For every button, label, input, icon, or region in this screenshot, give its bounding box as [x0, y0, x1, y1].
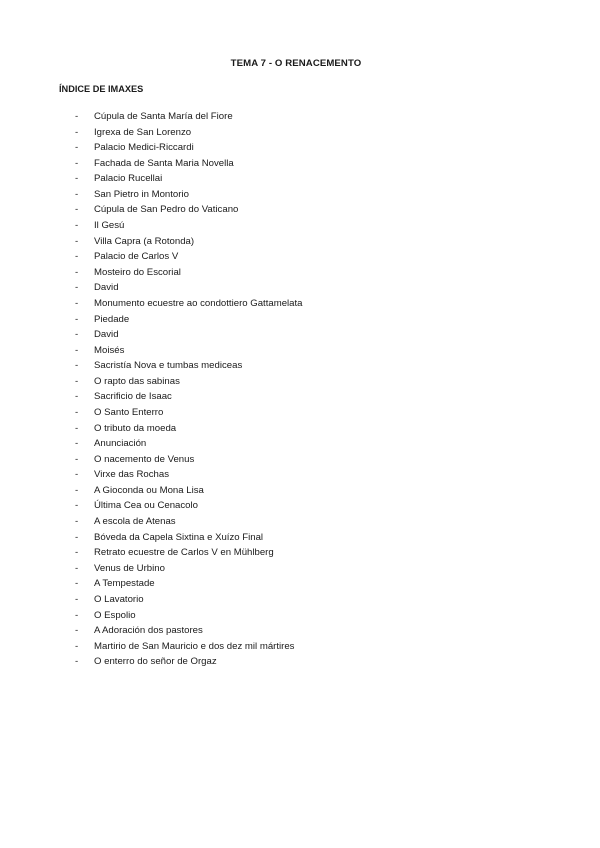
list-item-label: A Tempestade [94, 578, 155, 590]
list-bullet: - [75, 297, 79, 309]
list-item-label: Palacio Medici-Riccardi [94, 142, 194, 154]
list-bullet: - [75, 547, 79, 559]
document-title: TEMA 7 - O RENACEMENTO [230, 58, 362, 69]
list-bullet: - [75, 516, 79, 528]
list-bullet: - [75, 484, 79, 496]
list-bullet: - [75, 562, 79, 574]
list-item-label: A escola de Atenas [94, 516, 176, 528]
list-bullet: - [75, 469, 79, 481]
list-bullet: - [75, 313, 79, 325]
list-bullet: - [75, 173, 79, 185]
list-bullet: - [75, 344, 79, 356]
list-item-label: O Espolio [94, 609, 136, 621]
list-item-label: Piedade [94, 313, 130, 325]
list-bullet: - [75, 640, 79, 652]
list-bullet: - [75, 375, 79, 387]
list-item-label: O tributo da moeda [94, 422, 177, 434]
list-bullet: - [75, 111, 79, 122]
list-item-label: Fachada de Santa Maria Novella [94, 157, 234, 169]
list-item-label: O Santo Enterro [94, 406, 164, 418]
list-bullet: - [75, 251, 79, 263]
list-bullet: - [75, 142, 79, 154]
list-item-label: San Pietro in Montorio [94, 188, 189, 200]
list-item-label: Venus de Urbino [94, 562, 165, 574]
list-item-label: Villa Capra (a Rotonda) [94, 235, 195, 247]
list-bullet: - [75, 578, 79, 590]
list-item-label: Moisés [94, 344, 125, 356]
list-bullet: - [75, 625, 79, 637]
list-item-label: O enterro do señor de Orgaz [94, 656, 217, 668]
list-item-label: Cúpula de San Pedro do Vaticano [94, 204, 239, 216]
list-bullet: - [75, 157, 79, 169]
list-item-label: Igrexa de San Lorenzo [94, 126, 192, 138]
list-item-label: Sacristía Nova e tumbas mediceas [94, 360, 243, 372]
list-bullet: - [75, 329, 79, 341]
list-bullet: - [75, 656, 79, 668]
list-item-label: A Gioconda ou Mona Lisa [94, 484, 204, 496]
list-bullet: - [75, 204, 79, 216]
list-bullet: - [75, 282, 79, 294]
list-bullet: - [75, 438, 79, 450]
list-item-label: Bóveda da Capela Sixtina e Xuízo Final [94, 531, 264, 543]
list-item-label: David [94, 282, 119, 294]
list-item-label: O nacemento de Venus [94, 453, 195, 465]
list-bullet: - [75, 266, 79, 278]
list-bullet: - [75, 453, 79, 465]
list-item-label: A Adoración dos pastores [94, 625, 203, 637]
list-bullet: - [75, 422, 79, 434]
list-item-label: Virxe das Rochas [94, 469, 170, 481]
list-item-label: David [94, 329, 119, 341]
list-bullet: - [75, 531, 79, 543]
list-item-label: Martirio de San Mauricio e dos dez mil mártires [94, 640, 295, 652]
list-item-label: Cúpula de Santa María del Fiore [94, 111, 233, 122]
list-item-label: Mosteiro do Escorial [94, 266, 181, 278]
list-bullet: - [75, 391, 79, 403]
list-bullet: - [75, 609, 79, 621]
list-item-label: Monumento ecuestre ao condottiero Gattamelata [94, 297, 303, 309]
list-bullet: - [75, 235, 79, 247]
list-item-label: Retrato ecuestre de Carlos V en Mühlberg [94, 547, 274, 559]
list-item-label: Última Cea ou Cenacolo [94, 500, 198, 512]
list-item-label: Il Gesú [94, 220, 125, 232]
list-item-label: Anunciación [94, 438, 147, 450]
list-bullet: - [75, 593, 79, 605]
list-bullet: - [75, 360, 79, 372]
list-item-label: Sacrificio de Isaac [94, 391, 172, 403]
list-bullet: - [75, 406, 79, 418]
list-bullet: - [75, 188, 79, 200]
list-item-label: O Lavatorio [94, 593, 144, 605]
list-bullet: - [75, 500, 79, 512]
list-item-label: Palacio Rucellai [94, 173, 163, 185]
list-bullet: - [75, 220, 79, 232]
section-heading: ÍNDICE DE IMAXES [59, 84, 144, 94]
list-item-label: O rapto das sabinas [94, 375, 180, 387]
list-bullet: - [75, 126, 79, 138]
list-item-label: Palacio de Carlos V [94, 251, 179, 263]
